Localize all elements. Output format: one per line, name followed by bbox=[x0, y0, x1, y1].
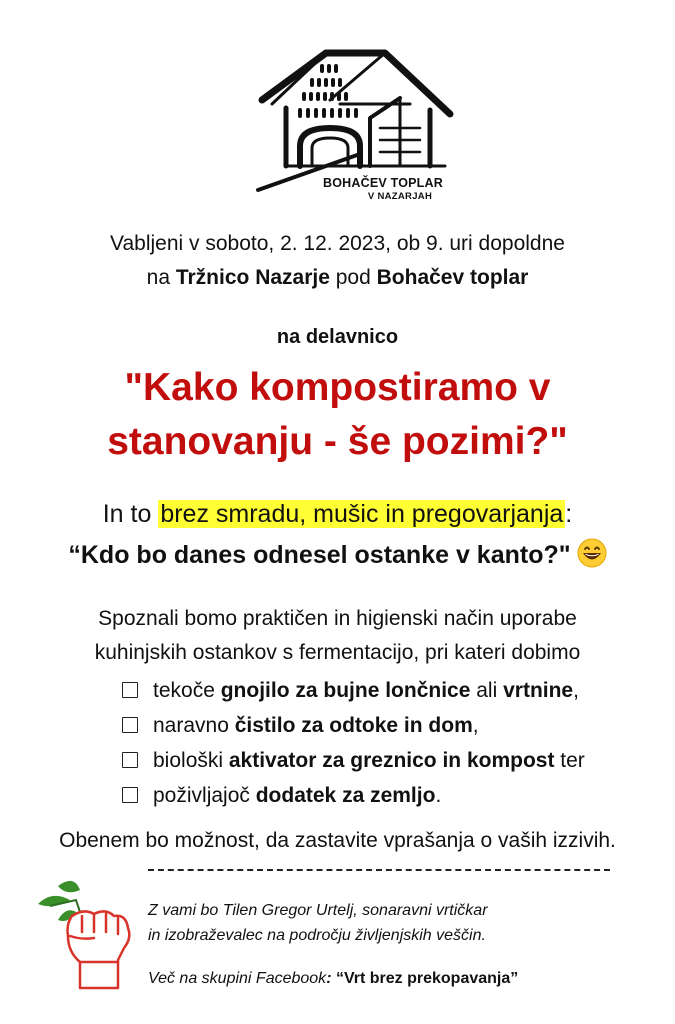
benefit-bold-2: vrtnine bbox=[503, 679, 574, 702]
benefit-post: , bbox=[573, 679, 579, 702]
intro-place: Tržnico Nazarje bbox=[175, 266, 330, 289]
tagline-question-row bbox=[0, 538, 675, 570]
intro-location-prefix: na bbox=[146, 266, 176, 289]
footer-presenter-role: in izobraževalec na področju življenjskih veščin. bbox=[148, 927, 486, 944]
tagline-suffix: : bbox=[565, 500, 573, 528]
list-item bbox=[122, 778, 585, 813]
facebook-group-link[interactable]: “Vrt brez prekopavanja” bbox=[335, 970, 519, 987]
logo-name: BOHAČEV TOPLAR bbox=[323, 176, 443, 190]
intro-landmark: Bohačev toplar bbox=[376, 266, 529, 289]
benefit-bold: dodatek za zemljo bbox=[255, 784, 436, 807]
benefit-mid: ter bbox=[554, 749, 585, 772]
list-item bbox=[122, 708, 585, 743]
benefit-bold: gnojilo za bujne lončnice bbox=[220, 679, 471, 702]
footer-facebook bbox=[148, 970, 518, 988]
description-line-1: Spoznali bomo praktičen in higienski način uporabe bbox=[98, 607, 577, 630]
benefit-post: , bbox=[472, 714, 479, 737]
benefit-text: naravno bbox=[153, 714, 235, 737]
list-item bbox=[122, 743, 585, 778]
intro-location-mid: pod bbox=[329, 266, 377, 289]
benefits-list bbox=[122, 673, 585, 813]
logo-location: V NAZARJAH bbox=[367, 191, 433, 202]
description-line-2: kuhinjskih ostankov s fermentacijo, pri kateri dobimo bbox=[94, 641, 581, 664]
benefit-text: tekoče bbox=[153, 679, 221, 702]
raised-fist-with-leaves-icon bbox=[36, 876, 136, 996]
closing-text: Obenem bo možnost, da zastavite vprašanja o vaših izzivih. bbox=[59, 829, 616, 852]
benefit-mid: ali bbox=[470, 679, 504, 702]
benefit-text: biološki bbox=[153, 749, 229, 772]
logo bbox=[250, 48, 460, 213]
benefit-post: . bbox=[435, 784, 442, 807]
checkbox-icon bbox=[122, 752, 138, 768]
workshop-title bbox=[0, 361, 675, 469]
grinning-face-emoji-icon bbox=[577, 538, 607, 568]
checkbox-icon bbox=[122, 682, 138, 698]
tagline-question: “Kdo bo danes odnesel ostanke v kanto?" bbox=[68, 541, 571, 569]
intro-location bbox=[0, 262, 675, 294]
title-line-1: "Kako kompostiramo v bbox=[124, 366, 551, 409]
tagline bbox=[0, 500, 675, 529]
checkbox-icon bbox=[122, 787, 138, 803]
list-item bbox=[122, 673, 585, 708]
workshop-label: na delavnico bbox=[276, 326, 399, 348]
facebook-colon: : bbox=[326, 970, 336, 987]
tagline-highlight: brez smradu, mušic in pregovarjanja bbox=[160, 500, 564, 528]
checkbox-icon bbox=[122, 717, 138, 733]
title-line-2: stanovanju - še pozimi?" bbox=[107, 420, 568, 463]
benefit-bold: aktivator za greznico in kompost bbox=[228, 749, 555, 772]
footer-presenter: Z vami bo Tilen Gregor Urtelj, sonaravni vrtičkar bbox=[148, 902, 488, 919]
facebook-prefix: Več na skupini Facebook bbox=[148, 970, 327, 987]
benefit-bold: čistilo za odtoke in dom bbox=[234, 714, 473, 737]
divider bbox=[148, 869, 610, 871]
description bbox=[0, 602, 675, 670]
benefit-text: poživljajoč bbox=[153, 784, 256, 807]
tagline-prefix: In to bbox=[102, 500, 159, 528]
intro-date: Vabljeni v soboto, 2. 12. 2023, ob 9. uri dopoldne bbox=[110, 232, 565, 255]
